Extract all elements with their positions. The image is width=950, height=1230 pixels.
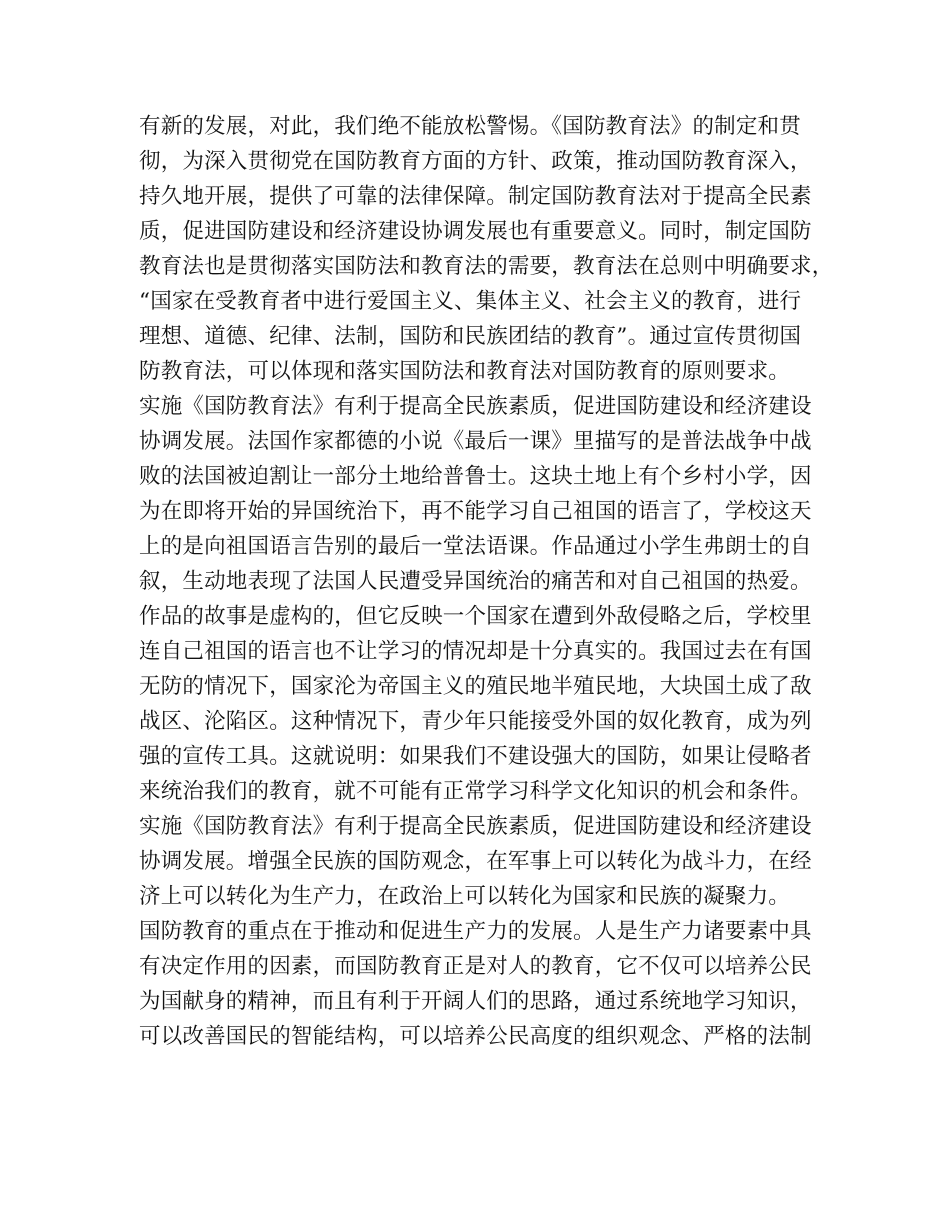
- text-line: 连自己祖国的语言也不让学习的情况却是十分真实的。我国过去在有国: [139, 639, 812, 664]
- text-line: 强的宣传工具。这就说明：如果我们不建设强大的国防，如果让侵略者: [139, 744, 812, 769]
- body-text: [139, 109, 839, 1054]
- text-line: 实施《国防教育法》有利于提高全民族素质，促进国防建设和经济建设: [139, 814, 812, 839]
- text-line: 持久地开展，提供了可靠的法律保障。制定国防教育法对于提高全民素: [139, 184, 812, 209]
- text-line: 协调发展。增强全民族的国防观念，在军事上可以转化为战斗力，在经: [139, 849, 812, 874]
- text-line: 协调发展。法国作家都德的小说《最后一课》里描写的是普法战争中战: [139, 429, 812, 454]
- text-line: 有新的发展，对此，我们绝不能放松警惕。《国防教育法》的制定和贯: [139, 114, 801, 139]
- text-line: 彻，为深入贯彻党在国防教育方面的方针、政策，推动国防教育深入，: [139, 149, 812, 174]
- text-line: 败的法国被迫割让一部分土地给普鲁士。这块土地上有个乡村小学，因: [139, 464, 812, 489]
- text-line: 质，促进国防建设和经济建设协调发展也有重要意义。同时，制定国防: [139, 219, 812, 244]
- text-line: 实施《国防教育法》有利于提高全民族素质，促进国防建设和经济建设: [139, 394, 812, 419]
- text-line: 防教育法，可以体现和落实国防法和教育法对国防教育的原则要求。: [139, 359, 791, 384]
- text-line: 可以改善国民的智能结构，可以培养公民高度的组织观念、严格的法制: [139, 1024, 812, 1049]
- text-line: 国防教育的重点在于推动和促进生产力的发展。人是生产力诸要素中具: [139, 919, 812, 944]
- text-line: 理想、道德、纪律、法制，国防和民族团结的教育”。通过宣传贯彻国: [139, 324, 802, 349]
- text-line: 作品的故事是虚构的，但它反映一个国家在遭到外敌侵略之后，学校里: [139, 604, 812, 629]
- text-line: 有决定作用的因素，而国防教育正是对人的教育，它不仅可以培养公民: [139, 954, 812, 979]
- text-line: 战区、沦陷区。这种情况下，青少年只能接受外国的奴化教育，成为列: [139, 709, 812, 734]
- text-line: 来统治我们的教育，就不可能有正常学习科学文化知识的机会和条件。: [139, 779, 812, 804]
- text-line: 叙，生动地表现了法国人民遭受异国统治的痛苦和对自己祖国的热爱。: [139, 569, 812, 594]
- text-line: 教育法也是贯彻落实国防法和教育法的需要，教育法在总则中明确要求，: [139, 254, 834, 279]
- text-line: 为国献身的精神，而且有利于开阔人们的思路，通过系统地学习知识，: [139, 989, 812, 1014]
- text-line: 无防的情况下，国家沦为帝国主义的殖民地半殖民地，大块国土成了敌: [139, 674, 812, 699]
- text-line: 为在即将开始的异国统治下，再不能学习自己祖国的语言了，学校这天: [139, 499, 812, 524]
- text-line: 济上可以转化为生产力，在政治上可以转化为国家和民族的凝聚力。: [139, 884, 791, 909]
- text-line: “国家在受教育者中进行爱国主义、集体主义、社会主义的教育，进行: [139, 289, 802, 314]
- text-line: 上的是向祖国语言告别的最后一堂法语课。作品通过小学生弗朗士的自: [139, 534, 812, 559]
